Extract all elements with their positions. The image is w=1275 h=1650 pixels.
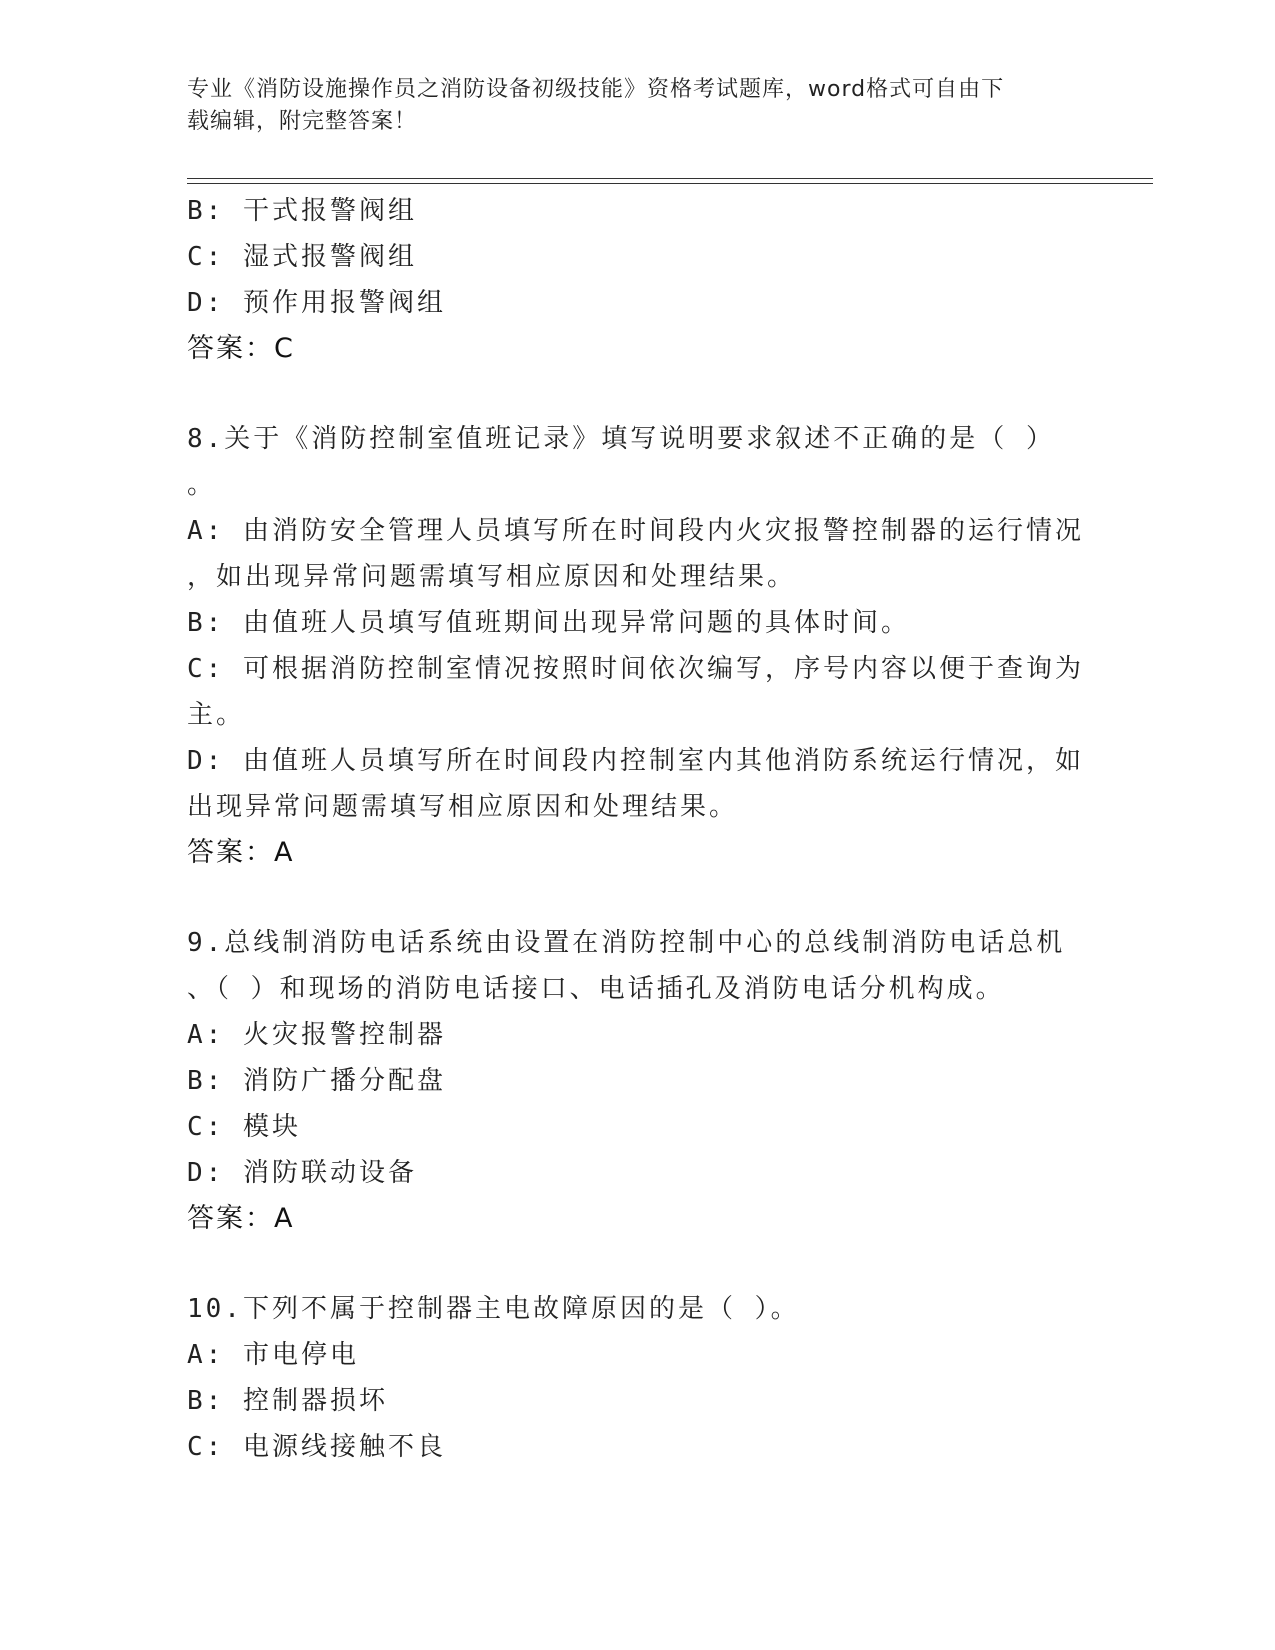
answer-line: 答案：A: [187, 837, 295, 868]
text-line: 8.关于《消防控制室值班记录》填写说明要求叙述不正确的是（ ）: [187, 424, 1055, 454]
text-line: D: 消防联动设备: [187, 1158, 417, 1188]
text-line: B: 干式报警阀组: [187, 196, 417, 226]
question-content: [187, 188, 1087, 1470]
text-line: A: 市电停电: [187, 1340, 359, 1370]
text-line: B: 控制器损坏: [187, 1386, 388, 1416]
text-line: C: 湿式报警阀组: [187, 242, 417, 272]
header-divider-top: [187, 178, 1153, 179]
text-line: B: 由值班人员填写值班期间出现异常问题的具体时间。: [187, 608, 910, 638]
text-line: 、（ ）和现场的消防电话接口、电话插孔及消防电话分机构成。: [187, 974, 1005, 1004]
document-header: [187, 74, 1067, 138]
text-line: C: 可根据消防控制室情况按照时间依次编写，序号内容以便于查询为: [187, 654, 1084, 684]
text-line: A: 火灾报警控制器: [187, 1020, 446, 1050]
text-line: D: 由值班人员填写所在时间段内控制室内其他消防系统运行情况，如: [187, 746, 1084, 776]
question-spacer: [187, 1242, 1087, 1286]
text-line: B: 消防广播分配盘: [187, 1066, 446, 1096]
header-line-2: 载编辑，附完整答案！: [187, 109, 418, 134]
header-line-1: 专业《消防设施操作员之消防设备初级技能》资格考试题库，word格式可自由下: [187, 77, 1005, 102]
text-line: D: 预作用报警阀组: [187, 288, 446, 318]
answer-line: 答案：C: [187, 333, 295, 364]
question-spacer: [187, 372, 1087, 416]
text-line: ，如出现异常问题需填写相应原因和处理结果。: [187, 562, 797, 592]
text-line: 出现异常问题需填写相应原因和处理结果。: [187, 792, 739, 822]
text-line: A: 由消防安全管理人员填写所在时间段内火灾报警控制器的运行情况: [187, 516, 1084, 546]
question-spacer: [187, 876, 1087, 920]
header-divider-bottom: [187, 183, 1153, 184]
text-line: C: 模块: [187, 1112, 301, 1142]
text-line: 主。: [187, 700, 246, 730]
answer-line: 答案：A: [187, 1203, 295, 1234]
text-line: 10.下列不属于控制器主电故障原因的是（ ）。: [187, 1294, 800, 1324]
text-line: 9.总线制消防电话系统由设置在消防控制中心的总线制消防电话总机: [187, 928, 1066, 958]
text-line: C: 电源线接触不良: [187, 1432, 446, 1462]
text-line: 。: [187, 470, 217, 500]
